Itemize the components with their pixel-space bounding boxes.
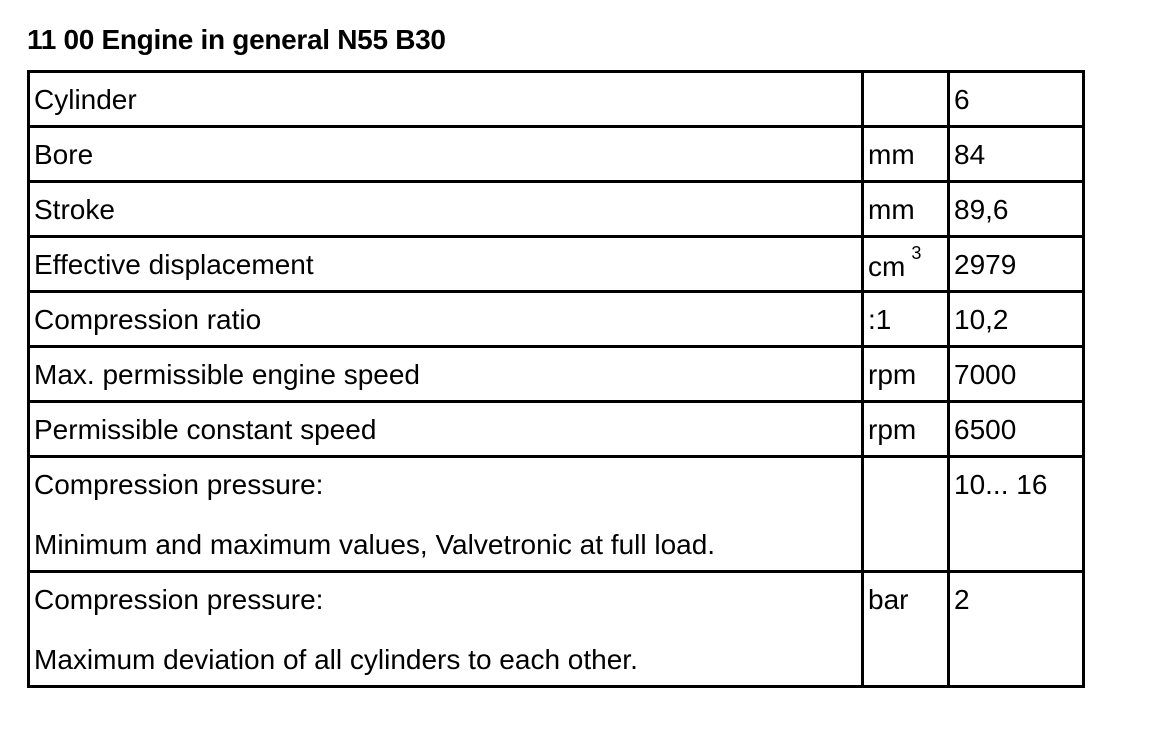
row-unit: mm	[863, 182, 949, 237]
table-row-compression-pressure-deviation	[29, 572, 1084, 687]
row-value: 2979	[949, 237, 1084, 292]
engine-spec-table	[27, 70, 1085, 688]
table-row-constant-speed	[29, 402, 1084, 457]
row-value: 2	[949, 572, 1084, 687]
row-unit	[863, 457, 949, 572]
table-row-compression-pressure-range	[29, 457, 1084, 572]
row-unit: mm	[863, 127, 949, 182]
row-label: Compression ratio	[29, 292, 863, 347]
row-label: Permissible constant speed	[29, 402, 863, 457]
row-label-line2: Minimum and maximum values, Valvetronic at full load.	[34, 529, 716, 560]
row-value: 10... 16	[949, 457, 1084, 572]
row-label: Max. permissible engine speed	[29, 347, 863, 402]
table-row-effective-displacement	[29, 237, 1084, 292]
row-value: 89,6	[949, 182, 1084, 237]
row-label-line1: Compression pressure:	[34, 584, 324, 615]
row-unit: bar	[863, 572, 949, 687]
page-title: 11 00 Engine in general N55 B30	[27, 24, 446, 55]
row-value: 10,2	[949, 292, 1084, 347]
row-unit: rpm	[863, 402, 949, 457]
row-label: Cylinder	[29, 72, 863, 127]
row-label: Stroke	[29, 182, 863, 237]
unit-base: cm	[868, 251, 906, 282]
row-value: 6500	[949, 402, 1084, 457]
row-value: 6	[949, 72, 1084, 127]
table-row-cylinder	[29, 72, 1084, 127]
table-row-compression-ratio	[29, 292, 1084, 347]
row-label	[29, 457, 863, 572]
row-unit	[863, 237, 949, 292]
table-row-stroke	[29, 182, 1084, 237]
unit-superscript: 3	[911, 243, 922, 263]
row-value: 84	[949, 127, 1084, 182]
table-row-bore	[29, 127, 1084, 182]
row-unit: :1	[863, 292, 949, 347]
row-unit	[863, 72, 949, 127]
row-label: Bore	[29, 127, 863, 182]
row-label-line2: Maximum deviation of all cylinders to each other.	[34, 644, 638, 675]
row-label-line1: Compression pressure:	[34, 469, 324, 500]
table-row-max-engine-speed	[29, 347, 1084, 402]
row-unit: rpm	[863, 347, 949, 402]
row-label: Effective displacement	[29, 237, 863, 292]
row-value: 7000	[949, 347, 1084, 402]
row-label	[29, 572, 863, 687]
